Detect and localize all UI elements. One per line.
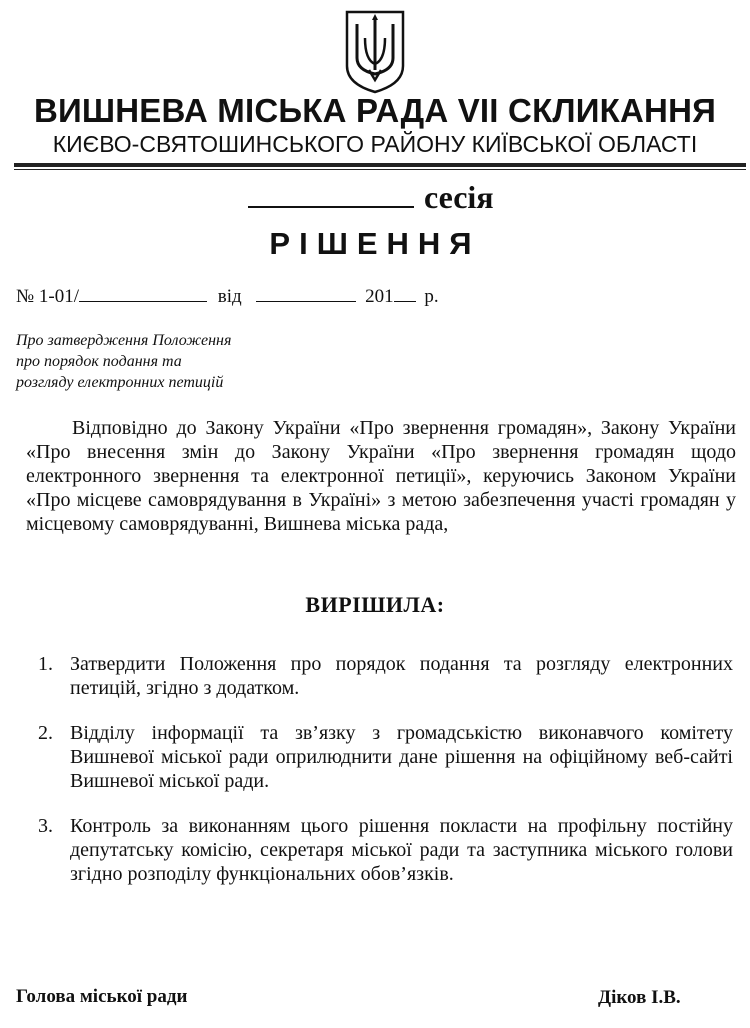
decision-subject <box>16 330 231 393</box>
header-divider-thin <box>14 169 746 170</box>
decision-title: РІШЕННЯ <box>269 226 481 261</box>
signatory-title: Голова міської ради <box>16 986 188 1007</box>
decision-item <box>38 814 733 886</box>
decision-number: 1. <box>38 653 53 675</box>
year-suffix: р. <box>424 286 439 307</box>
signatory-name: Діков І.В. <box>598 987 681 1008</box>
year-blank <box>394 283 416 302</box>
decision-list <box>38 652 733 907</box>
decision-number: 3. <box>38 815 53 837</box>
council-district: КИЄВО-СВЯТОШИНСЬКОГО РАЙОНУ КИЇВСЬКОЇ ОБЛАСТІ <box>52 131 698 157</box>
decision-item <box>38 652 733 700</box>
header-divider-thick <box>14 163 746 167</box>
decision-text: Затвердити Положення про порядок подання та розгляду електронних петицій, згідно з додатком. <box>70 653 733 699</box>
document-number-line <box>16 283 439 308</box>
subject-line: Про затвердження Положення <box>16 332 232 349</box>
preamble-paragraph: Відповідно до Закону України «Про звернення громадян», Закону України «Про внесення змін до Закону України «Про звернення громадян щодо електронного звернення та електронної петиції», керуючись Законом України «Про місцеве самоврядування в Україні» з метою забезпечення участі громадян у місцевому самоврядуванні, Вишнева міська рада, <box>26 417 736 535</box>
session-line <box>248 176 494 216</box>
subject-line: розгляду електронних петицій <box>16 374 224 391</box>
tryzub-coat-of-arms-icon <box>343 8 407 94</box>
date-blank <box>256 283 356 302</box>
year-prefix: 201 <box>365 286 394 307</box>
number-prefix: № 1-01/ <box>16 286 79 307</box>
decision-text: Відділу інформації та зв’язку з громадськістю виконавчого комітету Вишневої міської ради оприлюднити дане рішення на офіційному веб-сайті Вишневої міської ради. <box>70 722 733 792</box>
session-label: сесія <box>424 179 494 215</box>
number-blank <box>79 283 207 302</box>
council-name: ВИШНЕВА МІСЬКА РАДА VII СКЛИКАННЯ <box>33 92 717 129</box>
resolved-heading: ВИРІШИЛА: <box>305 592 445 617</box>
decision-number: 2. <box>38 722 53 744</box>
decision-text: Контроль за виконанням цього рішення покласти на профільну постійну депутатську комісію, секретаря міської ради та заступника міського голови згідно розподілу функціональних обов’язків. <box>70 815 733 885</box>
session-number-blank <box>248 176 414 208</box>
from-label: від <box>217 286 242 307</box>
decision-item <box>38 721 733 793</box>
subject-line: про порядок подання та <box>16 353 182 370</box>
